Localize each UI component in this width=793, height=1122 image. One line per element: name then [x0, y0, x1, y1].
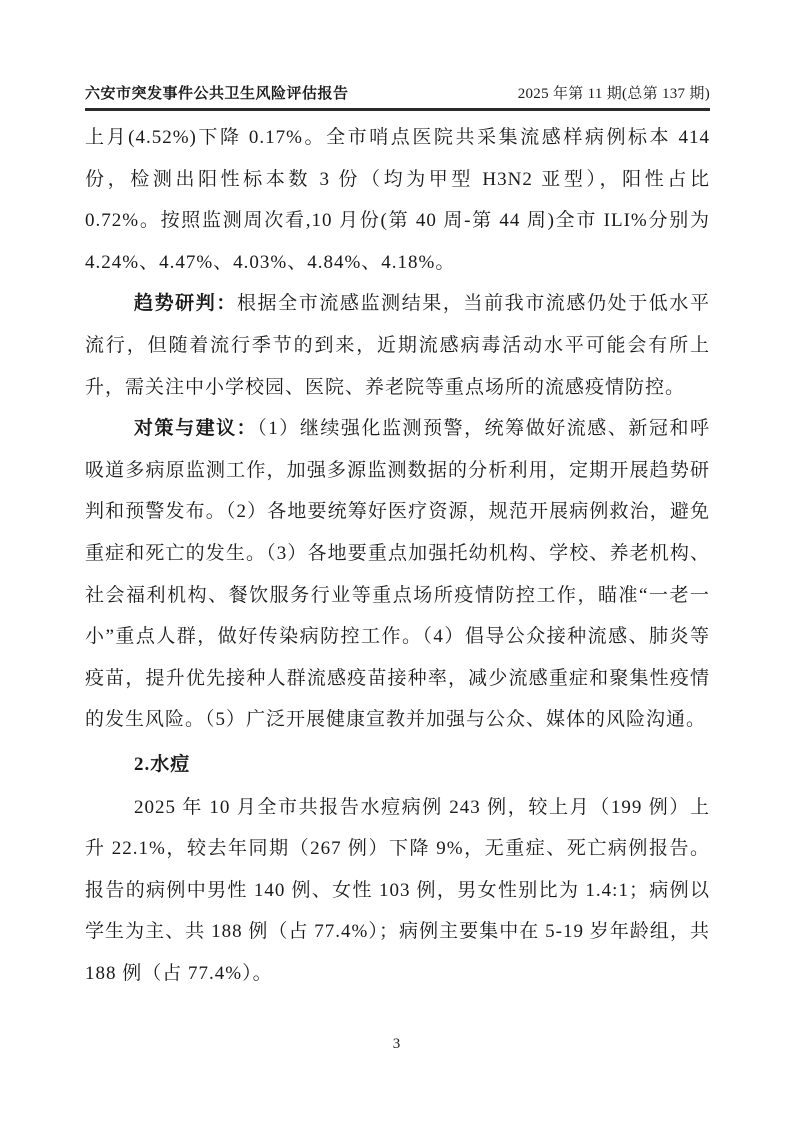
- paragraph-influenza-stats-text: 上月(4.52%)下降 0.17%。全市哨点医院共采集流感样病例标本 414 份，检测出阳性标本数 3 份（均为甲型 H3N2 亚型），阳性占比 0.72%。按照监测周次看,10 月份(第 40 周-第 44 周)全市 ILI%分别为 4.24%、4.47%、4.03%、4.84%、4.18%。: [85, 127, 710, 273]
- paragraph-influenza-stats: [85, 117, 710, 283]
- page-header: [85, 84, 710, 108]
- countermeasures-label: 对策与建议：: [134, 418, 258, 440]
- page-number: 3: [392, 1036, 401, 1052]
- paragraph-trend-analysis: [85, 283, 710, 408]
- section-heading-varicella: 2.水痘: [134, 753, 191, 775]
- paragraph-countermeasures-text: （1）继续强化监测预警，统筹做好流感、新冠和呼吸道多病原监测工作，加强多源监测数据的分析利用，定期开展趋势研判和预警发布。（2）各地要统筹好医疗资源，规范开展病例救治，避免重症和死亡的发生。（3）各地要重点加强托幼机构、学校、养老机构、社会福利机构、餐饮服务行业等重点场所疫情防控工作，瞄准“一老一小”重点人群，做好传染病防控工作。（4）倡导公众接种流感、肺炎等疫苗，提升优先接种人群流感疫苗接种率，减少流感重症和聚集性疫情的发生风险。（5）广泛开展健康宣教并加强与公众、媒体的风险沟通。: [85, 418, 710, 731]
- trend-analysis-label: 趋势研判：: [134, 293, 237, 315]
- header-rule: [85, 108, 710, 111]
- document-body: [85, 117, 710, 994]
- page-footer: [0, 1036, 793, 1053]
- paragraph-trend-analysis-text: 根据全市流感监测结果，当前我市流感仍处于低水平流行，但随着流行季节的到来，近期流感病毒活动水平可能会有所上升，需关注中小学校园、医院、养老院等重点场所的流感疫情防控。: [85, 293, 710, 398]
- header-issue-info: 2025 年第 11 期(总第 137 期): [517, 86, 710, 102]
- paragraph-varicella-stats: [85, 787, 710, 995]
- paragraph-varicella-stats-text: 2025 年 10 月全市共报告水痘病例 243 例，较上月（199 例）上升 22.1%，较去年同期（267 例）下降 9%，无重症、死亡病例报告。报告的病例中男性 140 例、女性 103 例，男女性别比为 1.4:1；病例以学生为主、共 188 例（占 77.4%）；病例主要集中在 5-19 岁年龄组，共 188 例（占 77.4%）。: [85, 796, 710, 984]
- paragraph-countermeasures: [85, 408, 710, 741]
- header-report-title: 六安市突发事件公共卫生风险评估报告: [85, 86, 349, 102]
